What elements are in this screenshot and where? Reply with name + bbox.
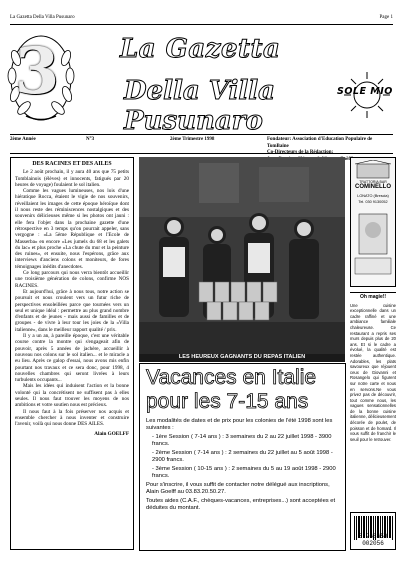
article-paragraph: Mais les idées qui induisent l'action et la bonne volonté qui la concrétisent ne suffisent pas à elles seules. Il nous faut trouver les moyens de nos ambitions et votre soutien nous est précieux. <box>15 383 129 409</box>
article-paragraph: Le 2 août prochain, il y aura 40 ans que 75 petits Tomblainois (élèves) et innocents, fatigués par 20 heures de voyage) foulaient le sol italien. <box>15 169 129 188</box>
holiday-announcement <box>139 363 346 551</box>
issue-year: 2ème Année <box>10 137 36 142</box>
session-item: - 2ème Session ( 7-14 ans ) : 2 semaines du 22 juillet au 5 août 1998 - 2900 francs. <box>152 450 333 463</box>
article-paragraph: Il nous faut à la fois préserver nos acquis et ensemble chercher à nous inventer et construire l'avenir, voilà qui nous donne DES AILES. <box>15 408 129 428</box>
editorial-article <box>10 157 134 550</box>
notice-heading: Oh magie!! <box>359 294 387 300</box>
article-paragraph: Ce long parcours qui nous verra bientôt accueillir une troisième génération de colons, confirme NOS RACINES. <box>15 270 129 289</box>
running-header <box>10 14 393 25</box>
holiday-headline-line1: Vacances en Italie <box>146 366 317 389</box>
holiday-body <box>146 418 340 514</box>
codirectors-line: Co-Directeurs de la Rédaction: <box>267 150 334 155</box>
masthead-title-line2: Della Villa Pusunaro <box>124 76 275 136</box>
article-signature: Alain GOELFF <box>94 431 129 438</box>
sole-mio-badge: SOLE MIO <box>337 86 393 97</box>
restaurant-ad <box>350 157 396 287</box>
restaurant-drawing-icon <box>351 210 395 280</box>
codirectors-names: Goëffin <box>339 156 356 162</box>
issue-quarter: 2ème Trimestre 1998 <box>170 137 215 142</box>
article-title: DES RACINES ET DES AILES <box>32 161 112 167</box>
restaurant-line1: TRATTORIA BAR <box>359 180 387 184</box>
holiday-aid: Toutes aides (C.A.F., chèques-vacances, entreprises...) sont acceptées et déduites du montant. <box>146 498 336 511</box>
holiday-intro: Les modalités de dates et de prix pour les colonies de l'été 1998 sont les suivantes : <box>146 418 333 431</box>
notice-text: Une cuisine exceptionnelle dans un cadre raffiné et une ambiance familiale chaleureuse. Ce restaurant a repris ses murs depuis plus de 20 ans. Et si le cadre a évolué, la qualité est restée authentique. Adorables, les plats savoureux que réjouent ceux de Giovanni et Rosangelo qui figurent sur notre carte et nous en servons.Ne vous privez pas de découvrir, tout comme nous, les vagues sensationnelles de la bonne cuisine italienne, délicieusement décorée de poulet, de poisson et de homard. Il vous suffit de franchir le seuil pour le retrouver. <box>350 302 396 442</box>
barcode <box>350 512 396 550</box>
group-photo-image <box>139 157 345 361</box>
barcode-number: 3 268650 002056 <box>358 533 388 547</box>
magic-notice <box>350 292 396 511</box>
restaurant-name: COMINELLO <box>355 184 391 190</box>
issue-info-bar <box>10 134 393 162</box>
session-item: - 1ère Session ( 7-14 ans ) : 3 semaines du 2 au 22 juillet 1998 - 3900 francs. <box>152 434 332 447</box>
article-paragraph: Et aujourd'hui, grâce à nous tous, notre action se poursuit et nous croulent vers un futur riche de perspectives ensoleillées parce que tournées vers un seul et unique idéal : permettre au plus grand nombre d'enfants et de jeunes - mais aussi de familles et de groupes - de vivre à leur tour les joies de la «Villa italienne», dans le meilleur rapport qualité / prix. <box>15 288 129 333</box>
masthead <box>6 26 398 136</box>
running-header-title: La Gazetta Della Villa Pusunaro <box>10 15 75 20</box>
restaurant-phone: Tel. 030 9130052 <box>358 200 388 204</box>
session-item: - 3ème Session ( 10-15 ans ) : 2 semaines du 5 au 19 août 1998 - 2900 francs. <box>152 466 336 479</box>
issue-number-label: N°3 <box>86 137 95 142</box>
founder-line: Fondateur: Association d'Education Populaire de TomBaine <box>267 137 373 149</box>
masthead-title-line1: La Gazetta <box>120 34 281 64</box>
holiday-headline-line2: pour les 7-15 ans <box>146 390 309 413</box>
article-paragraph: Comme les vagues lumineuses, nos lois d'une hiératique Rocca, étaient le vigie de nos souvenirs, réveillaient les images de cette époque héroïque dont il nous reste des réminiscences nostalgiques et des souvenirs délicieuses même si les photos ont jauni : elle fera l'objet dans la prochaine gazette d'une rétrospective en 3 temps qu'on pourrait appeler, sans vergogne : «La 5ème République et l'Ecole de Masserba» en encore «Les jumels du 68 et les galets du lac» et plus proche «La chute du mur et la peinture des ruines», et ensuite, nous l'espérons, grâce aux interviews d'anciens colons et moniteurs, de fores témoignages inédits d'anecdotes. <box>15 188 129 270</box>
trattoria-sign-icon <box>351 160 395 180</box>
issue-number: 3 <box>14 34 60 109</box>
photo-caption: LES HEUREUX GAGNANTS DU REPAS ITALIEN <box>139 354 345 362</box>
holiday-contact: Pour s'inscrire, il vous suffit de contacter notre délégué aux inscriptions, Alain Goelff au 03.83.20.50.27. <box>146 482 330 495</box>
restaurant-location: LONATO (Brescia) <box>357 194 389 198</box>
article-paragraph: Il y a un an, à pareille époque, c'est une véritable course contre la montre qui s'engageait afin de pouvoir, après 5 années de jachère, accueillir à nouveau nos colons sur le sol italien... et le miracle a eu lieu. Après ce galop d'essai, nous avons mis enfin pourtant nos travaux et ce sera donc, pour 1998, 4 nouvelles chambres qui seront livrées à leurs turbulents occupants... <box>15 333 129 384</box>
winners-photo <box>139 157 345 361</box>
page-number: Page 1 <box>379 15 393 20</box>
